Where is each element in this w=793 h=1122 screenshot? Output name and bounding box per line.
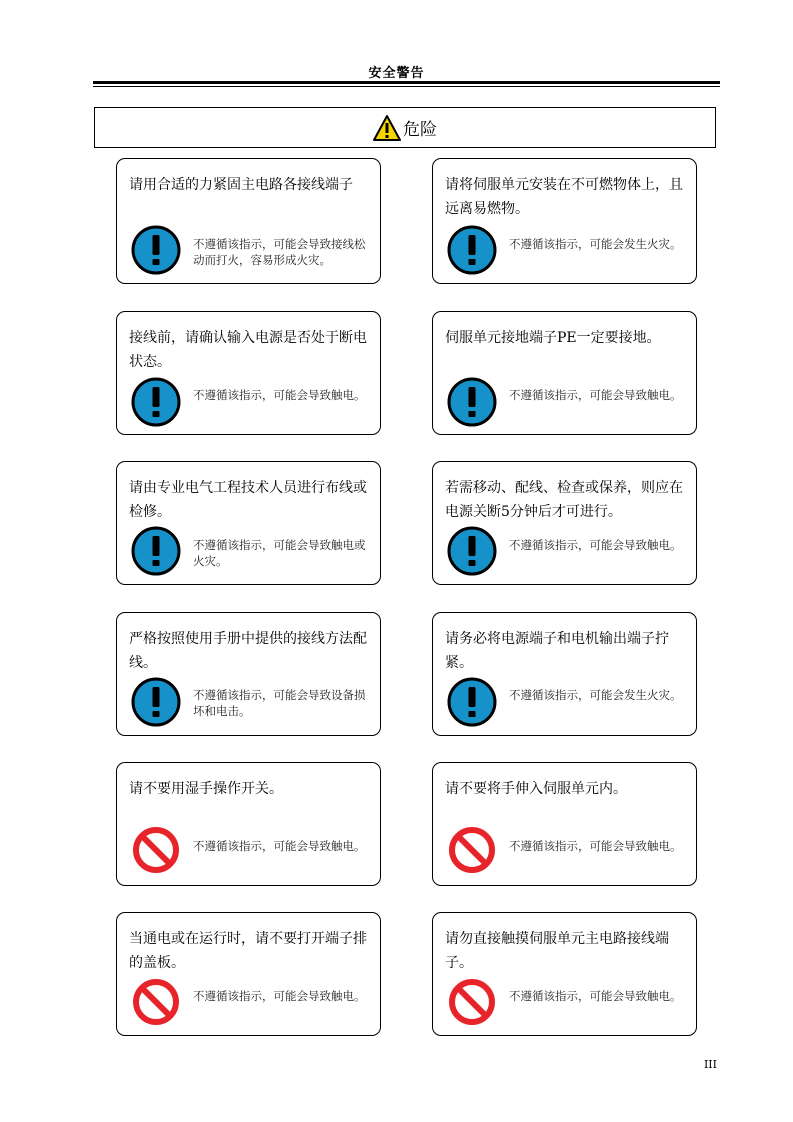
warning-card xyxy=(432,158,697,284)
warning-card xyxy=(432,612,697,736)
exclamation-icon xyxy=(447,526,497,576)
warning-card xyxy=(432,912,697,1036)
card-note: 不遵循该指示，可能会导致触电。 xyxy=(509,839,682,853)
card-note: 不遵循该指示，可能会导致触电。 xyxy=(509,538,682,552)
warning-card xyxy=(116,461,381,585)
prohibition-icon xyxy=(131,825,181,875)
warning-card xyxy=(116,912,381,1036)
card-note: 不遵循该指示，可能会导致触电。 xyxy=(193,989,366,1003)
card-note: 不遵循该指示，可能会导致接线松动而打火，容易形成火灾。 xyxy=(193,237,366,267)
warning-triangle-icon xyxy=(373,114,401,142)
warning-card xyxy=(116,158,381,284)
card-title: 严格按照使用手册中提供的接线方法配线。 xyxy=(129,631,367,671)
warning-card xyxy=(116,612,381,736)
card-note: 不遵循该指示，可能会发生火灾。 xyxy=(509,688,682,702)
exclamation-icon xyxy=(131,225,181,275)
header-rule-thick xyxy=(93,81,720,84)
exclamation-icon xyxy=(447,377,497,427)
card-title: 请用合适的力紧固主电路各接线端子 xyxy=(129,177,353,193)
prohibition-icon xyxy=(131,977,181,1027)
card-title: 请勿直接触摸伺服单元主电路接线端子。 xyxy=(445,931,669,971)
prohibition-icon xyxy=(447,825,497,875)
page-title: 安全警告 xyxy=(368,66,425,81)
card-title: 接线前，请确认输入电源是否处于断电状态。 xyxy=(129,330,367,370)
warning-card xyxy=(116,311,381,435)
card-note: 不遵循该指示，可能会导致设备损坏和电击。 xyxy=(193,688,366,718)
exclamation-icon xyxy=(131,377,181,427)
warning-card xyxy=(116,762,381,886)
danger-label: 危险 xyxy=(403,120,437,140)
page-number: III xyxy=(703,1058,717,1071)
card-title: 请将伺服单元安装在不可燃物体上，且远离易燃物。 xyxy=(445,177,683,217)
card-title: 请务必将电源端子和电机输出端子拧紧。 xyxy=(445,631,669,671)
card-note: 不遵循该指示，可能会发生火灾。 xyxy=(509,237,682,251)
exclamation-icon xyxy=(447,225,497,275)
header-rule-thin xyxy=(93,86,720,87)
danger-banner xyxy=(94,107,716,148)
card-title: 若需移动、配线、检查或保养，则应在电源关断5分钟后才可进行。 xyxy=(445,480,683,520)
card-note: 不遵循该指示，可能会导致触电。 xyxy=(509,388,682,402)
exclamation-icon xyxy=(131,677,181,727)
exclamation-icon xyxy=(447,677,497,727)
card-title: 请不要将手伸入伺服单元内。 xyxy=(445,781,627,797)
warning-card xyxy=(432,762,697,886)
card-note: 不遵循该指示，可能会导致触电。 xyxy=(193,839,366,853)
card-note: 不遵循该指示，可能会导致触电。 xyxy=(193,388,366,402)
card-note: 不遵循该指示，可能会导致触电。 xyxy=(509,989,682,1003)
card-title: 伺服单元接地端子PE一定要接地。 xyxy=(445,330,661,346)
exclamation-icon xyxy=(131,526,181,576)
warning-card xyxy=(432,461,697,585)
warning-card xyxy=(432,311,697,435)
prohibition-icon xyxy=(447,977,497,1027)
card-note: 不遵循该指示，可能会导致触电或火灾。 xyxy=(193,538,366,568)
card-title: 请由专业电气工程技术人员进行布线或检修。 xyxy=(129,480,367,520)
card-title: 请不要用湿手操作开关。 xyxy=(129,781,283,797)
card-title: 当通电或在运行时，请不要打开端子排的盖板。 xyxy=(129,931,367,971)
